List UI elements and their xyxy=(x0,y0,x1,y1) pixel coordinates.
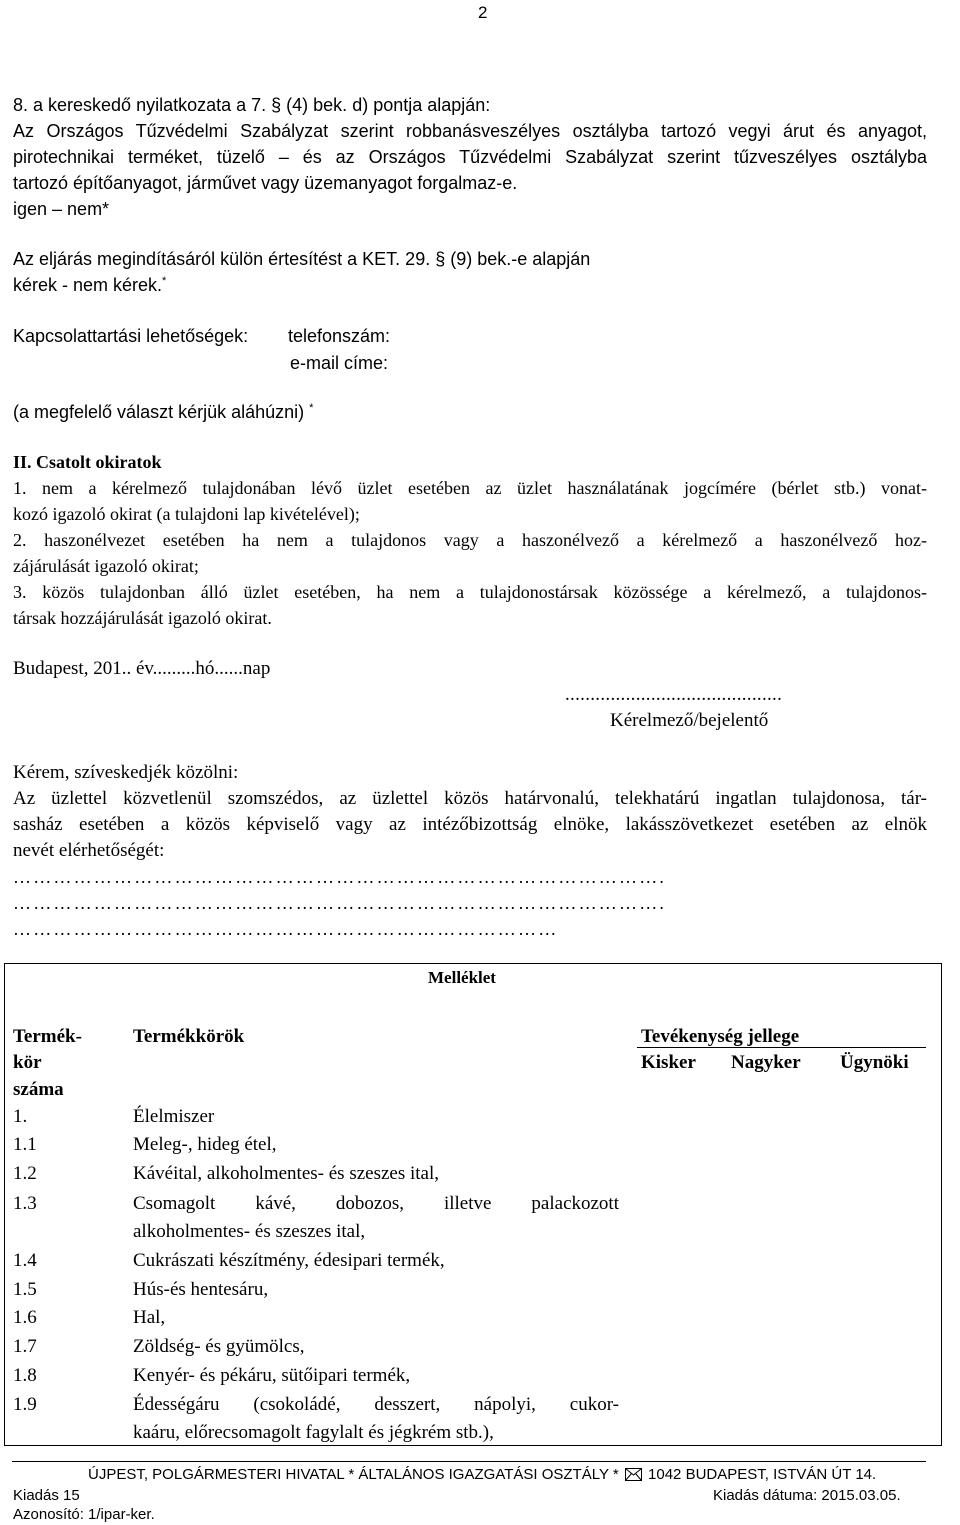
underline-note-text: (a megfelelő választ kérjük aláhúzni) xyxy=(13,402,305,422)
request-title: Kérem, szíveskedjék közölni: xyxy=(13,762,239,783)
row-name: Kávéital, alkoholmentes- és szeszes ital, xyxy=(133,1163,440,1184)
row-name-cont: kaáru, előrecsomagolt fagylalt és jégkrém stb.), xyxy=(133,1422,494,1443)
col-number-line-1: Termék- xyxy=(13,1026,82,1047)
row-number: 1.2 xyxy=(13,1163,37,1184)
attachment-1-line-1: 1. nem a kérelmező tulajdonában lévő üzlet esetében az üzlet használatának jogcímére (bérlet stb.) vonat- xyxy=(13,478,927,498)
row-name: Meleg-, hideg étel, xyxy=(133,1134,277,1155)
section8-line-1: Az Országos Tűzvédelmi Szabályzat szerint robbanásveszélyes osztályba tartozó vegyi árut és anyagot, xyxy=(13,121,927,141)
footer-office-left: ÚJPEST, POLGÁRMESTERI HIVATAL * ÁLTALÁNOS IGAZGATÁSI OSZTÁLY * xyxy=(88,1466,619,1483)
contact-email: e-mail címe: xyxy=(290,353,389,373)
row-name: Élelmiszer xyxy=(133,1106,215,1127)
col-groups: Termékkörök xyxy=(133,1026,245,1047)
row-number: 1. xyxy=(13,1106,28,1127)
row-name: Kenyér- és pékáru, sütőipari termék, xyxy=(133,1365,411,1386)
activity-nagyker: Nagyker xyxy=(731,1052,801,1073)
attachment-3-line-2: társak hozzájárulását igazoló okirat. xyxy=(13,608,272,628)
page-number: 2 xyxy=(478,3,488,22)
request-dot-line-3: ……………………………………………………………………… xyxy=(13,919,559,939)
footer-office xyxy=(88,1466,876,1486)
section8-line-2: pirotechnikai terméket, tüzelő – és az Országos Tűzvédelmi Szabályzat szerint tűzveszélyes osztályba xyxy=(13,147,927,167)
footer-office-right: 1042 BUDAPEST, ISTVÁN ÚT 14. xyxy=(648,1466,877,1483)
attachment-2-text: 2. haszonélvezet esetében ha nem a tulajdonos vagy a haszonélvező a kérelmező a haszonélvező hoz- xyxy=(13,530,927,550)
row-name: Zöldség- és gyümölcs, xyxy=(133,1336,305,1357)
footer-edition-date: Kiadás dátuma: 2015.03.05. xyxy=(713,1487,901,1504)
request-line-1: Az üzlettel közvetlenül szomszédos, az üzlettel közös határvonalú, telekhatárú ingatlan tulajdonosa, tár- xyxy=(13,788,927,809)
col-number-line-2: kör xyxy=(13,1052,42,1073)
attachment-2-line-2: zájárulását igazoló okirat; xyxy=(13,556,199,576)
request-dot-line-1: ……………………………………………………………………………………. xyxy=(13,867,667,887)
section8-choice: igen – nem* xyxy=(13,199,110,219)
footer-edition: Kiadás 15 xyxy=(13,1487,80,1504)
row-name-cont: alkoholmentes- és szeszes ital, xyxy=(133,1221,366,1242)
row-number: 1.3 xyxy=(13,1193,37,1214)
attachment-2-line-1 xyxy=(13,527,927,553)
col-number-line-3: száma xyxy=(13,1079,64,1100)
notice-line-1: Az eljárás megindításáról külön értesítést a KET. 29. § (9) bek.-e alapján xyxy=(13,249,591,269)
row-number: 1.8 xyxy=(13,1365,37,1386)
activity-kisker: Kisker xyxy=(641,1052,696,1073)
underline-note xyxy=(13,399,313,425)
row-number: 1.9 xyxy=(13,1394,37,1415)
row-number: 1.4 xyxy=(13,1250,37,1271)
row-name: Hal, xyxy=(133,1307,166,1328)
contact-label: Kapcsolattartási lehetőségek: xyxy=(13,326,249,346)
activity-header-rule xyxy=(637,1047,926,1048)
section8-heading: 8. a kereskedő nyilatkozata a 7. § (4) bek. d) pontja alapján: xyxy=(13,95,491,115)
envelope-icon xyxy=(625,1468,642,1486)
row-name: Hús-és hentesáru, xyxy=(133,1279,269,1300)
row-number: 1.1 xyxy=(13,1134,37,1155)
attachments-title: II. Csatolt okiratok xyxy=(13,452,162,472)
contact-phone: telefonszám: xyxy=(288,326,391,346)
section8-line-3: tartozó építőanyagot, járművet vagy üzemanyagot forgalmaz-e. xyxy=(13,173,518,193)
notice-star: * xyxy=(162,275,167,287)
col-activity: Tevékenység jellege xyxy=(641,1026,800,1047)
date-line: Budapest, 201.. év.........hó......nap xyxy=(13,658,271,679)
row-number: 1.7 xyxy=(13,1336,37,1357)
annex-title: Melléklet xyxy=(428,968,496,987)
footer-id: Azonosító: 1/ipar-ker. xyxy=(13,1506,155,1523)
request-dot-line-2: ……………………………………………………………………………………. xyxy=(13,893,667,913)
row-number: 1.5 xyxy=(13,1279,37,1300)
row-name: Csomagolt kávé, dobozos, illetve palackozott xyxy=(133,1193,619,1214)
row-name: Cukrászati készítmény, édesipari termék, xyxy=(133,1250,445,1271)
request-line-3: nevét elérhetőségét: xyxy=(13,840,165,861)
attachment-1-line-2: kozó igazoló okirat (a tulajdoni lap kivételével); xyxy=(13,504,360,524)
row-name: Édességáru (csokoládé, desszert, nápolyi, cukor- xyxy=(133,1394,619,1415)
row-number: 1.6 xyxy=(13,1307,37,1328)
request-line-2: sasház esetében a közös képviselő vagy az intézőbizottság elnöke, lakásszövetkezet esetében az elnök xyxy=(13,814,927,835)
activity-ugynoki: Ügynöki xyxy=(840,1052,909,1073)
notice-choice: kérek - nem kérek. xyxy=(13,275,163,295)
notice-line-2 xyxy=(13,272,166,298)
signature-label: Kérelmező/bejelentő xyxy=(610,710,769,731)
underline-note-star: * xyxy=(309,402,314,414)
footer-divider xyxy=(12,1461,926,1462)
signature-dots: ........................................... xyxy=(565,684,783,705)
attachment-3-line-1: 3. közös tulajdonban álló üzlet esetében, ha nem a tulajdonostársak közössége a kérelmező, a tulajdonos- xyxy=(13,582,927,602)
